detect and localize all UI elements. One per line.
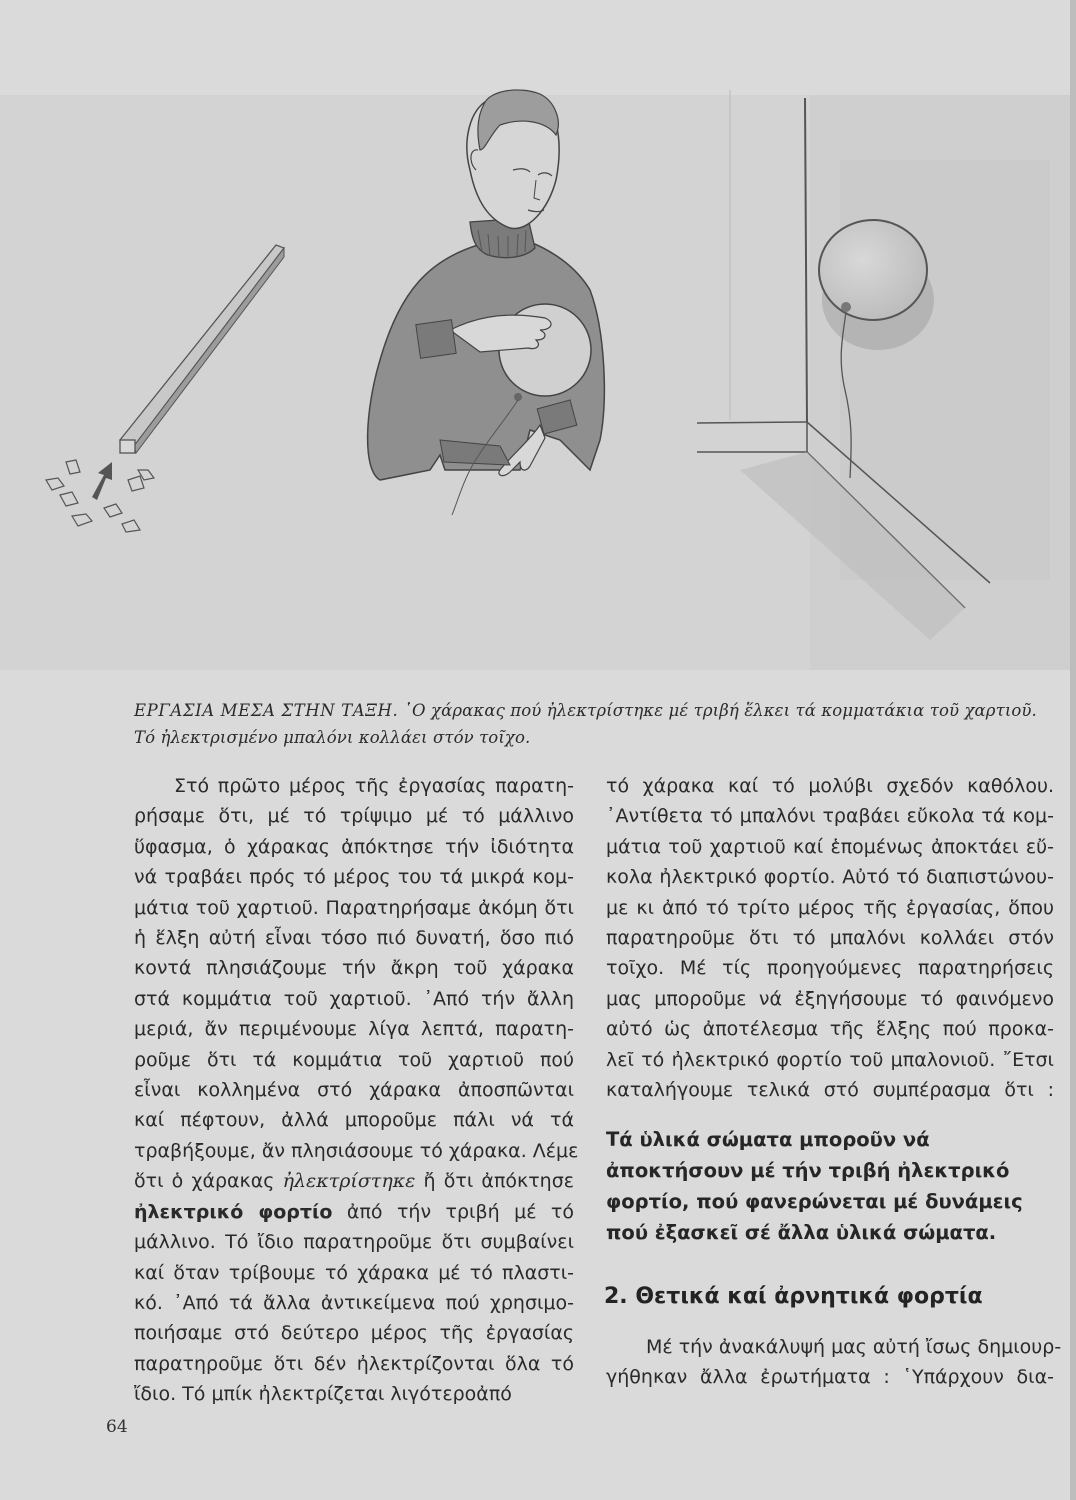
section-intro	[606, 1332, 1062, 1393]
paragraph-line: μάλλινο. Τό ἴδιο παρατηροῦμε ὅτι συμβαίνει	[134, 1231, 574, 1254]
right-column	[606, 771, 1054, 1105]
figure-caption	[134, 697, 1054, 751]
caption-title: ΕΡΓΑΣΙΑ ΜΕΣΑ ΣΤΗΝ ΤΑΞΗ.	[134, 701, 399, 720]
conclusion-line: Τά ὑλικά σώματα μποροῦν νά	[606, 1128, 930, 1151]
italic-term: ἠλεκτρίστηκε	[282, 1170, 416, 1193]
paragraph-line: μάτια τοῦ χαρτιοῦ καί ἑπομένως ἀποκτάει εὔ-	[606, 835, 1054, 858]
paragraph-line: ποιήσαμε στό δεύτερο μέρος τῆς ἐργασίας	[134, 1322, 574, 1345]
illustration	[0, 0, 1076, 690]
paragraph-line: τραβήξουμε, ἄν πλησιάσουμε τό χάρακα. Λέμε	[134, 1139, 579, 1162]
paragraph-line: κό. ᾿Από τά ἄλλα ἀντικείμενα πού χρησιμο-	[134, 1291, 574, 1314]
paragraph-line: λεῖ τό ἠλεκτρικό φορτίο τοῦ μπαλονιοῦ. ῎Ετσι	[606, 1048, 1054, 1071]
paragraph-line: τοῖχο. Μέ τίς προηγούμενες παρατηρήσεις	[606, 957, 1054, 980]
paragraph-line: ρήσαμε ὅτι, μέ τό τρίψιμο μέ τό μάλλινο	[134, 805, 574, 828]
paragraph-line: ὕφασμα, ὁ χάρακας ἀπόκτησε τήν ἰδιότητα	[134, 835, 574, 858]
paragraph-line: μάτια τοῦ χαρτιοῦ. Παρατηρήσαμε ἀκόμη ὅτι	[134, 896, 574, 919]
paragraph-line: γήθηκαν ἄλλα ἐρωτήματα : ῾Υπάρχουν δια-	[606, 1366, 1054, 1389]
text-fragment: ἀπό τήν τριβή μέ τό	[346, 1200, 574, 1223]
paragraph-line: ᾿Αντίθετα τό μπαλόνι τραβάει εὔκολα τά κομ-	[606, 805, 1054, 828]
paragraph-line: καταλήγουμε τελικά στό συμπέρασμα ὅτι :	[606, 1079, 1054, 1102]
left-column	[134, 771, 579, 1410]
paragraph-line: ἡ ἕλξη αὐτή εἶναι τόσο πιό δυνατή, ὅσο πιό	[134, 927, 574, 950]
paragraph-line: κοντά πλησιάζουμε τήν ἄκρη τοῦ χάρακα	[134, 957, 574, 980]
conclusion-line: ἀποκτήσουν μέ τήν τριβή ἠλεκτρικό	[606, 1159, 1010, 1182]
paragraph-line: τό χάρακα καί τό μολύβι σχεδόν καθόλου.	[606, 775, 1054, 797]
paragraph-line: ροῦμε ὅτι τά κομμάτια τοῦ χαρτιοῦ πού	[134, 1048, 574, 1071]
bold-term: ἠλεκτρικό φορτίο	[134, 1200, 333, 1223]
paragraph-line: ἴδιο. Τό μπίκ ἠλεκτρίζεται λιγότεροἀπό	[134, 1383, 512, 1406]
paragraph-line: παρατηροῦμε ὅτι τό μπαλόνι κολλάει στόν	[606, 927, 1054, 950]
paragraph-line: καί ὅταν τρίβουμε τό χάρακα μέ τό πλαστι-	[134, 1261, 574, 1284]
text-fragment: ἤ ὅτι ἀπόκτησε	[423, 1170, 575, 1193]
text-fragment: ὅτι ὁ χάρακας	[134, 1170, 275, 1193]
paragraph-line: μας μποροῦμε νά ἐξηγήσουμε τό φαινόμενο	[606, 987, 1054, 1010]
conclusion-statement	[606, 1124, 1056, 1248]
conclusion-line: πού ἐξασκεῖ σέ ἄλλα ὑλικά σώματα.	[606, 1221, 997, 1244]
caption-line-1	[134, 697, 1054, 724]
paragraph-line: στά κομμάτια τοῦ χαρτιοῦ. ᾿Από τήν ἄλλη	[134, 987, 574, 1010]
paragraph-line: κολα ἠλεκτρικό φορτίο. Αὐτό τό διαπιστώνου-	[606, 866, 1054, 889]
paragraph-line: εἶναι κολλημένα στό χάρακα ἀποσπῶνται	[134, 1079, 574, 1102]
page-number: 64	[106, 1417, 128, 1437]
paragraph-line: Στό πρῶτο μέρος τῆς ἐργασίας παρατη-	[174, 775, 574, 797]
paragraph-line: με κι ἀπό τό τρίτο μέρος τῆς ἐργασίας, ὅπου	[606, 896, 1054, 919]
section-heading: 2. Θετικά καί ἀρνητικά φορτία	[604, 1284, 983, 1309]
paragraph-line: παρατηροῦμε ὅτι δέν ἠλεκτρίζονται ὅλα τό	[134, 1352, 574, 1375]
paragraph-line: Μέ τήν ἀνακάλυψή μας αὐτή ἴσως δημιουρ-	[646, 1336, 1062, 1358]
caption-line-2: Τό ἠλεκτρισμένο μπαλόνι κολλάει στόν τοῖχο.	[134, 728, 531, 747]
paragraph-line: καί πέφτουν, ἀλλά μποροῦμε πάλι νά τά	[134, 1109, 574, 1132]
paragraph-line: νά τραβάει πρός τό μέρος του τά μικρά κομ-	[134, 866, 574, 889]
paragraph-line: μεριά, ἄν περιμένουμε λίγα λεπτά, παρατη-	[134, 1018, 574, 1041]
paragraph-line	[134, 1166, 574, 1196]
conclusion-line: φορτίο, πού φανερώνεται μέ δυνάμεις	[606, 1190, 1023, 1213]
illustration-svg	[0, 0, 1076, 690]
paragraph-line	[134, 1197, 574, 1227]
paragraph-line: αὐτό ὡς ἀποτέλεσμα τῆς ἕλξης πού προκα-	[606, 1018, 1054, 1041]
caption-text: ῾Ο χάρακας πού ἠλεκτρίστηκε μέ τριβή ἕλκει τά κομματάκια τοῦ χαρτιοῦ.	[403, 701, 1037, 720]
